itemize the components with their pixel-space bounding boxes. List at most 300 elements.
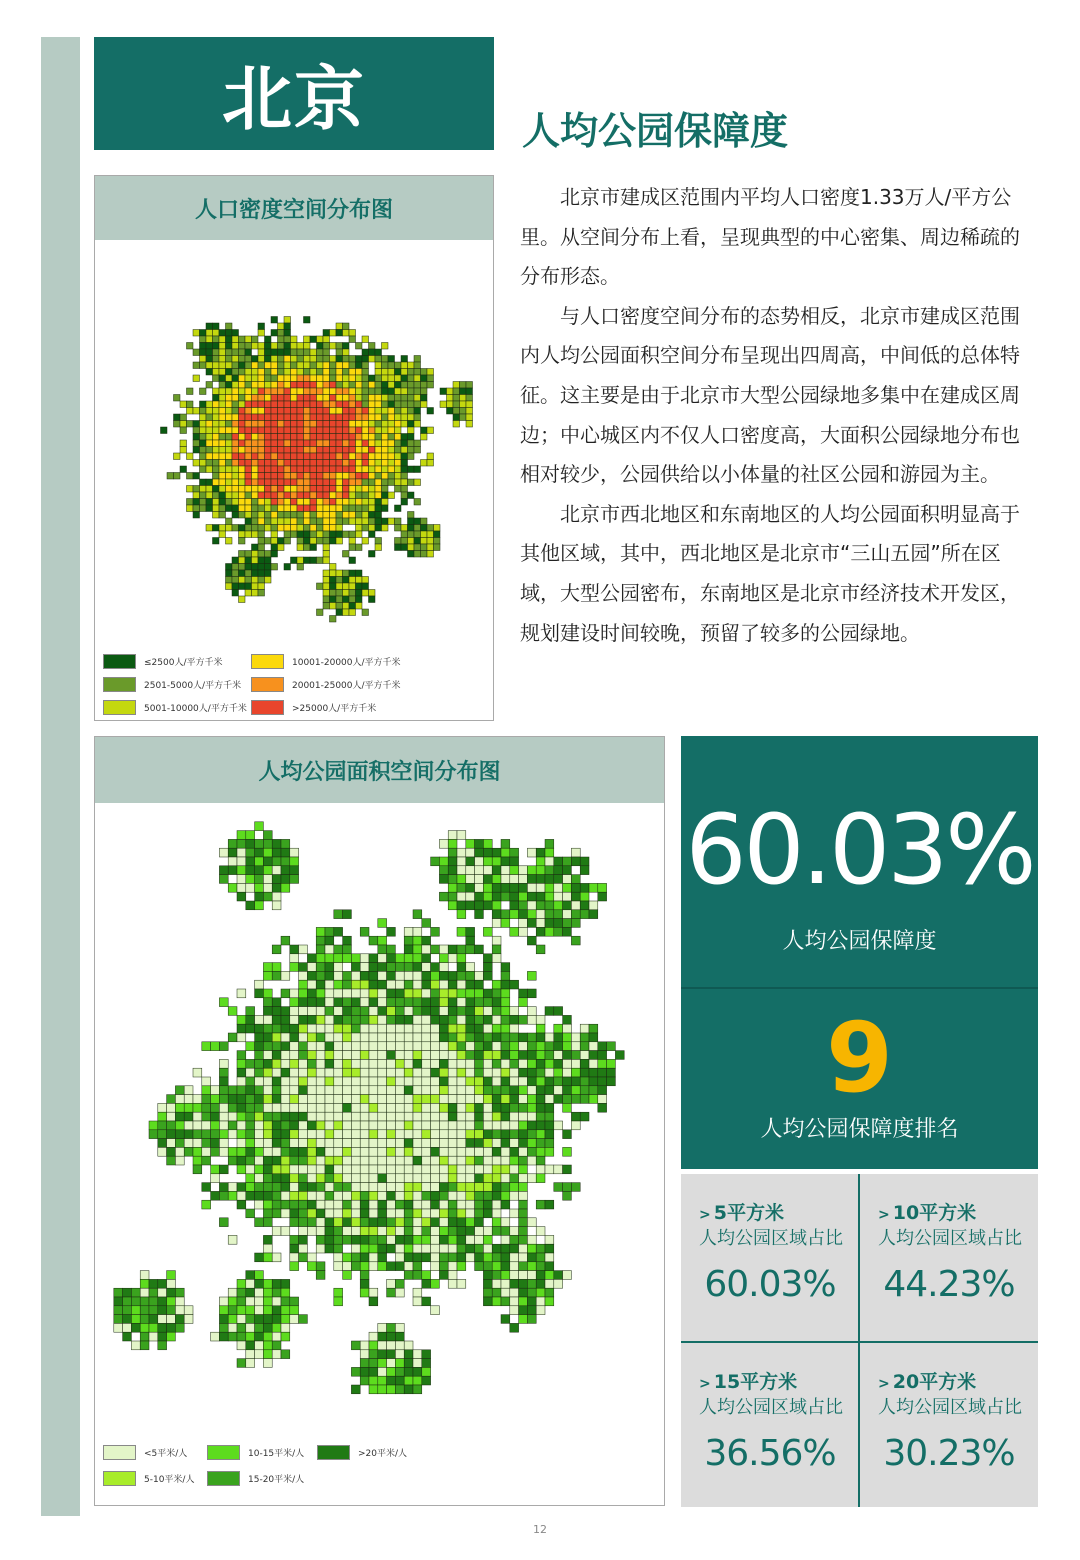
map-grid-cell	[527, 1059, 536, 1068]
map-grid-cell	[334, 1015, 343, 1024]
map-grid-cell	[290, 1033, 299, 1042]
map-grid-cell	[448, 1218, 457, 1227]
map-grid-cell	[237, 1359, 246, 1368]
map-grid-cell	[206, 369, 213, 376]
map-grid-cell	[226, 518, 233, 525]
map-grid-cell	[427, 453, 434, 460]
map-grid-cell	[290, 1042, 299, 1051]
map-grid-cell	[278, 518, 285, 525]
map-grid-cell	[448, 1209, 457, 1218]
map-grid-cell	[258, 427, 265, 434]
map-grid-cell	[388, 356, 395, 363]
map-grid-cell	[290, 857, 299, 866]
map-grid-cell	[413, 1156, 422, 1165]
map-grid-cell	[232, 414, 239, 421]
map-grid-cell	[213, 343, 220, 350]
map-grid-cell	[206, 414, 213, 421]
map-grid-cell	[246, 1068, 255, 1077]
map-grid-cell	[255, 848, 264, 857]
map-grid-cell	[351, 1051, 360, 1060]
map-grid-cell	[226, 382, 233, 389]
map-grid-cell	[492, 892, 501, 901]
map-grid-cell	[232, 421, 239, 428]
map-grid-cell	[457, 1095, 466, 1104]
map-grid-cell	[401, 479, 408, 486]
map-grid-cell	[237, 1279, 246, 1288]
map-grid-cell	[334, 1253, 343, 1262]
map-grid-cell	[362, 427, 369, 434]
map-grid-cell	[258, 434, 265, 441]
map-grid-cell	[245, 492, 252, 499]
map-grid-cell	[219, 531, 226, 538]
map-grid-cell	[219, 1297, 228, 1306]
map-grid-cell	[272, 1059, 281, 1068]
map-grid-cell	[325, 1015, 334, 1024]
map-grid-cell	[404, 1007, 413, 1016]
map-grid-cell	[299, 1007, 308, 1016]
page-number: 12	[533, 1523, 547, 1536]
map-grid-cell	[325, 963, 334, 972]
map-grid-cell	[291, 427, 298, 434]
map-grid-cell	[501, 1244, 510, 1253]
map-grid-cell	[501, 1015, 510, 1024]
map-grid-cell	[193, 1068, 202, 1077]
map-grid-cell	[483, 927, 492, 936]
map-grid-cell	[369, 408, 376, 415]
map-grid-cell	[554, 883, 563, 892]
map-grid-cell	[563, 892, 572, 901]
map-grid-cell	[307, 1059, 316, 1068]
map-grid-cell	[265, 356, 272, 363]
map-grid-cell	[187, 421, 194, 428]
map-grid-cell	[378, 1359, 387, 1368]
map-grid-cell	[421, 460, 428, 467]
map-grid-cell	[483, 875, 492, 884]
map-grid-cell	[351, 1200, 360, 1209]
map-grid-cell	[510, 875, 519, 884]
map-grid-cell	[290, 1121, 299, 1130]
map-grid-cell	[395, 1262, 404, 1271]
map-grid-cell	[395, 1183, 404, 1192]
map-grid-cell	[193, 1112, 202, 1121]
map-grid-cell	[343, 518, 350, 525]
map-grid-cell	[466, 963, 475, 972]
map-grid-cell	[510, 1262, 519, 1271]
map-grid-cell	[369, 1235, 378, 1244]
map-grid-cell	[563, 1051, 572, 1060]
map-grid-cell	[281, 1139, 290, 1148]
map-grid-cell	[323, 336, 330, 343]
map-grid-cell	[475, 1218, 484, 1227]
map-grid-cell	[382, 369, 389, 376]
map-grid-cell	[475, 1015, 484, 1024]
legend-label: 10-15平米/人	[248, 1449, 305, 1459]
map-grid-cell	[571, 1077, 580, 1086]
map-grid-cell	[501, 1042, 510, 1051]
map-grid-cell	[245, 343, 252, 350]
map-grid-cell	[336, 343, 343, 350]
map-grid-cell	[310, 518, 317, 525]
map-grid-cell	[387, 1121, 396, 1130]
map-grid-cell	[290, 1253, 299, 1262]
map-grid-cell	[336, 518, 343, 525]
map-grid-cell	[378, 945, 387, 954]
map-grid-cell	[213, 492, 220, 499]
map-grid-cell	[175, 1086, 184, 1095]
map-grid-cell	[226, 538, 233, 545]
map-grid-cell	[307, 954, 316, 963]
map-grid-cell	[323, 401, 330, 408]
map-grid-cell	[271, 486, 278, 493]
map-grid-cell	[290, 1174, 299, 1183]
map-grid-cell	[213, 440, 220, 447]
map-grid-cell	[362, 590, 369, 597]
map-grid-cell	[483, 1024, 492, 1033]
map-grid-cell	[369, 356, 376, 363]
map-grid-cell	[343, 1191, 352, 1200]
map-grid-cell	[492, 1174, 501, 1183]
map-grid-cell	[356, 596, 363, 603]
map-grid-cell	[323, 499, 330, 506]
map-grid-cell	[246, 1156, 255, 1165]
map-grid-cell	[378, 954, 387, 963]
map-grid-cell	[369, 466, 376, 473]
map-grid-cell	[246, 848, 255, 857]
map-grid-cell	[291, 499, 298, 506]
map-grid-cell	[414, 499, 421, 506]
map-grid-cell	[336, 388, 343, 395]
map-grid-cell	[336, 323, 343, 330]
map-grid-cell	[310, 460, 317, 467]
map-grid-cell	[431, 1059, 440, 1068]
map-grid-cell	[519, 1130, 528, 1139]
map-grid-cell	[501, 1174, 510, 1183]
map-grid-cell	[475, 1112, 484, 1121]
map-grid-cell	[237, 1139, 246, 1148]
map-grid-cell	[245, 518, 252, 525]
map-grid-cell	[360, 1244, 369, 1253]
map-grid-cell	[349, 557, 356, 564]
map-grid-cell	[304, 427, 311, 434]
map-grid-cell	[175, 1288, 184, 1297]
map-grid-cell	[297, 544, 304, 551]
map-grid-cell	[483, 901, 492, 910]
map-grid-cell	[343, 408, 350, 415]
map-grid-cell	[395, 1112, 404, 1121]
map-grid-cell	[316, 954, 325, 963]
map-grid-cell	[369, 388, 376, 395]
map-grid-cell	[422, 1279, 431, 1288]
map-grid-cell	[336, 492, 343, 499]
map-grid-cell	[519, 910, 528, 919]
map-grid-cell	[258, 343, 265, 350]
map-grid-cell	[448, 954, 457, 963]
map-grid-cell	[356, 440, 363, 447]
map-grid-cell	[263, 1033, 272, 1042]
map-grid-cell	[246, 857, 255, 866]
map-grid-cell	[258, 414, 265, 421]
map-grid-cell	[439, 1227, 448, 1236]
map-grid-cell	[180, 427, 187, 434]
map-grid-cell	[510, 1323, 519, 1332]
map-grid-cell	[545, 1068, 554, 1077]
map-grid-cell	[483, 1209, 492, 1218]
map-grid-cell	[519, 1156, 528, 1165]
map-grid-cell	[228, 1130, 237, 1139]
map-grid-cell	[421, 518, 428, 525]
map-grid-cell	[439, 1183, 448, 1192]
map-grid-cell	[483, 1297, 492, 1306]
map-grid-cell	[589, 901, 598, 910]
map-grid-cell	[299, 1095, 308, 1104]
map-grid-cell	[330, 499, 337, 506]
map-grid-cell	[232, 440, 239, 447]
map-grid-cell	[395, 1147, 404, 1156]
map-grid-cell	[258, 590, 265, 597]
map-grid-cell	[457, 1244, 466, 1253]
map-grid-cell	[589, 1086, 598, 1095]
map-grid-cell	[246, 866, 255, 875]
map-grid-cell	[369, 518, 376, 525]
map-grid-cell	[413, 1200, 422, 1209]
map-grid-cell	[431, 963, 440, 972]
map-grid-cell	[246, 1139, 255, 1148]
map-grid-cell	[219, 362, 226, 369]
map-grid-cell	[492, 1244, 501, 1253]
map-grid-cell	[343, 603, 350, 610]
map-grid-cell	[281, 883, 290, 892]
map-grid-cell	[202, 1200, 211, 1209]
map-grid-cell	[351, 1015, 360, 1024]
map-grid-cell	[336, 609, 343, 616]
map-grid-cell	[466, 1059, 475, 1068]
map-grid-cell	[457, 1191, 466, 1200]
map-grid-cell	[343, 375, 350, 382]
map-grid-cell	[336, 466, 343, 473]
map-grid-cell	[158, 1288, 167, 1297]
map-grid-cell	[334, 1165, 343, 1174]
map-grid-cell	[580, 857, 589, 866]
map-grid-cell	[232, 577, 239, 584]
map-grid-cell	[316, 1051, 325, 1060]
map-grid-cell	[307, 998, 316, 1007]
map-grid-cell	[245, 486, 252, 493]
map-grid-cell	[563, 1165, 572, 1174]
map-grid-cell	[414, 388, 421, 395]
map-grid-cell	[265, 440, 272, 447]
map-grid-cell	[316, 1015, 325, 1024]
map-grid-cell	[466, 848, 475, 857]
map-grid-cell	[439, 866, 448, 875]
map-grid-cell	[334, 1218, 343, 1227]
map-grid-cell	[297, 479, 304, 486]
map-grid-cell	[395, 466, 402, 473]
map-grid-cell	[466, 1068, 475, 1077]
map-grid-cell	[291, 453, 298, 460]
map-grid-cell	[395, 1103, 404, 1112]
map-grid-cell	[349, 336, 356, 343]
map-grid-cell	[323, 479, 330, 486]
map-grid-cell	[226, 440, 233, 447]
map-grid-cell	[213, 388, 220, 395]
map-grid-cell	[291, 557, 298, 564]
map-grid-cell	[369, 1165, 378, 1174]
map-grid-cell	[349, 473, 356, 480]
map-grid-cell	[323, 460, 330, 467]
map-grid-cell	[237, 1341, 246, 1350]
map-grid-cell	[413, 1103, 422, 1112]
map-grid-cell	[369, 401, 376, 408]
map-grid-cell	[413, 945, 422, 954]
map-grid-cell	[413, 1235, 422, 1244]
map-grid-cell	[466, 414, 473, 421]
map-grid-cell	[492, 1121, 501, 1130]
map-grid-cell	[563, 875, 572, 884]
map-grid-cell	[325, 1112, 334, 1121]
map-grid-cell	[237, 1033, 246, 1042]
map-grid-cell	[263, 875, 272, 884]
map-grid-cell	[336, 401, 343, 408]
map-grid-cell	[245, 551, 252, 558]
map-grid-cell	[219, 1103, 228, 1112]
map-grid-cell	[317, 460, 324, 467]
map-grid-cell	[284, 479, 291, 486]
map-grid-cell	[519, 1271, 528, 1280]
map-grid-cell	[299, 1024, 308, 1033]
map-grid-cell	[492, 1271, 501, 1280]
map-grid-cell	[281, 1024, 290, 1033]
map-grid-cell	[239, 395, 246, 402]
map-grid-cell	[457, 1147, 466, 1156]
map-grid-cell	[304, 434, 311, 441]
map-grid-cell	[466, 401, 473, 408]
map-grid-cell	[360, 1262, 369, 1271]
map-grid-cell	[388, 388, 395, 395]
map-grid-cell	[401, 466, 408, 473]
map-grid-cell	[457, 1235, 466, 1244]
map-grid-cell	[252, 577, 259, 584]
map-grid-cell	[351, 1147, 360, 1156]
map-grid-cell	[501, 1103, 510, 1112]
map-grid-cell	[304, 349, 311, 356]
map-grid-cell	[278, 427, 285, 434]
map-grid-cell	[545, 1200, 554, 1209]
map-grid-cell	[360, 1341, 369, 1350]
map-grid-cell	[245, 349, 252, 356]
map-grid-cell	[369, 460, 376, 467]
stat-subtitle: 人均公园区域占比	[878, 1397, 1022, 1418]
map-grid-cell	[519, 1200, 528, 1209]
map-grid-cell	[114, 1288, 123, 1297]
map-grid-cell	[589, 1042, 598, 1051]
map-grid-cell	[457, 875, 466, 884]
map-grid-cell	[228, 1086, 237, 1095]
map-grid-cell	[325, 998, 334, 1007]
map-grid-cell	[213, 421, 220, 428]
map-grid-cell	[375, 525, 382, 532]
map-grid-cell	[387, 1059, 396, 1068]
map-grid-cell	[457, 910, 466, 919]
map-grid-cell	[246, 883, 255, 892]
map-grid-cell	[589, 1068, 598, 1077]
map-grid-cell	[427, 460, 434, 467]
map-grid-cell	[466, 971, 475, 980]
map-grid-cell	[483, 1068, 492, 1077]
map-grid-cell	[263, 1024, 272, 1033]
map-grid-cell	[448, 1262, 457, 1271]
map-grid-cell	[510, 1235, 519, 1244]
map-grid-cell	[510, 1227, 519, 1236]
map-grid-cell	[457, 883, 466, 892]
map-grid-cell	[245, 427, 252, 434]
map-grid-cell	[325, 1209, 334, 1218]
map-grid-cell	[334, 1033, 343, 1042]
map-grid-cell	[439, 892, 448, 901]
map-grid-cell	[258, 440, 265, 447]
map-grid-cell	[378, 1174, 387, 1183]
map-grid-cell	[336, 382, 343, 389]
map-grid-cell	[271, 492, 278, 499]
map-grid-cell	[422, 998, 431, 1007]
map-grid-cell	[258, 466, 265, 473]
park-area-map	[95, 803, 664, 1433]
map-grid-cell	[284, 538, 291, 545]
map-grid-cell	[167, 1121, 176, 1130]
map-grid-cell	[457, 1051, 466, 1060]
map-grid-cell	[290, 1244, 299, 1253]
map-grid-cell	[453, 388, 460, 395]
map-grid-cell	[325, 1156, 334, 1165]
map-grid-cell	[213, 336, 220, 343]
map-grid-cell	[278, 525, 285, 532]
map-grid-cell	[271, 551, 278, 558]
map-grid-cell	[360, 1042, 369, 1051]
map-grid-cell	[245, 531, 252, 538]
map-grid-cell	[184, 1103, 193, 1112]
map-grid-cell	[413, 1095, 422, 1104]
map-grid-cell	[519, 1068, 528, 1077]
map-grid-cell	[510, 910, 519, 919]
map-grid-cell	[307, 1051, 316, 1060]
map-grid-cell	[226, 408, 233, 415]
map-grid-cell	[404, 963, 413, 972]
map-grid-cell	[200, 440, 207, 447]
map-grid-cell	[237, 831, 246, 840]
map-grid-cell	[239, 538, 246, 545]
map-grid-cell	[245, 408, 252, 415]
map-grid-cell	[228, 1121, 237, 1130]
map-grid-cell	[422, 1042, 431, 1051]
map-grid-cell	[123, 1297, 132, 1306]
map-grid-cell	[382, 408, 389, 415]
map-grid-cell	[431, 1095, 440, 1104]
map-grid-cell	[598, 1051, 607, 1060]
map-grid-cell	[475, 892, 484, 901]
map-grid-cell	[536, 1306, 545, 1315]
map-grid-cell	[349, 544, 356, 551]
map-grid-cell	[291, 466, 298, 473]
map-grid-cell	[369, 1359, 378, 1368]
map-grid-cell	[232, 362, 239, 369]
map-grid-cell	[193, 330, 200, 337]
map-grid-cell	[408, 538, 415, 545]
map-grid-cell	[255, 1271, 264, 1280]
population-density-map	[95, 240, 494, 640]
map-grid-cell	[252, 473, 259, 480]
map-grid-cell	[475, 866, 484, 875]
map-grid-cell	[457, 971, 466, 980]
map-grid-cell	[272, 1315, 281, 1324]
